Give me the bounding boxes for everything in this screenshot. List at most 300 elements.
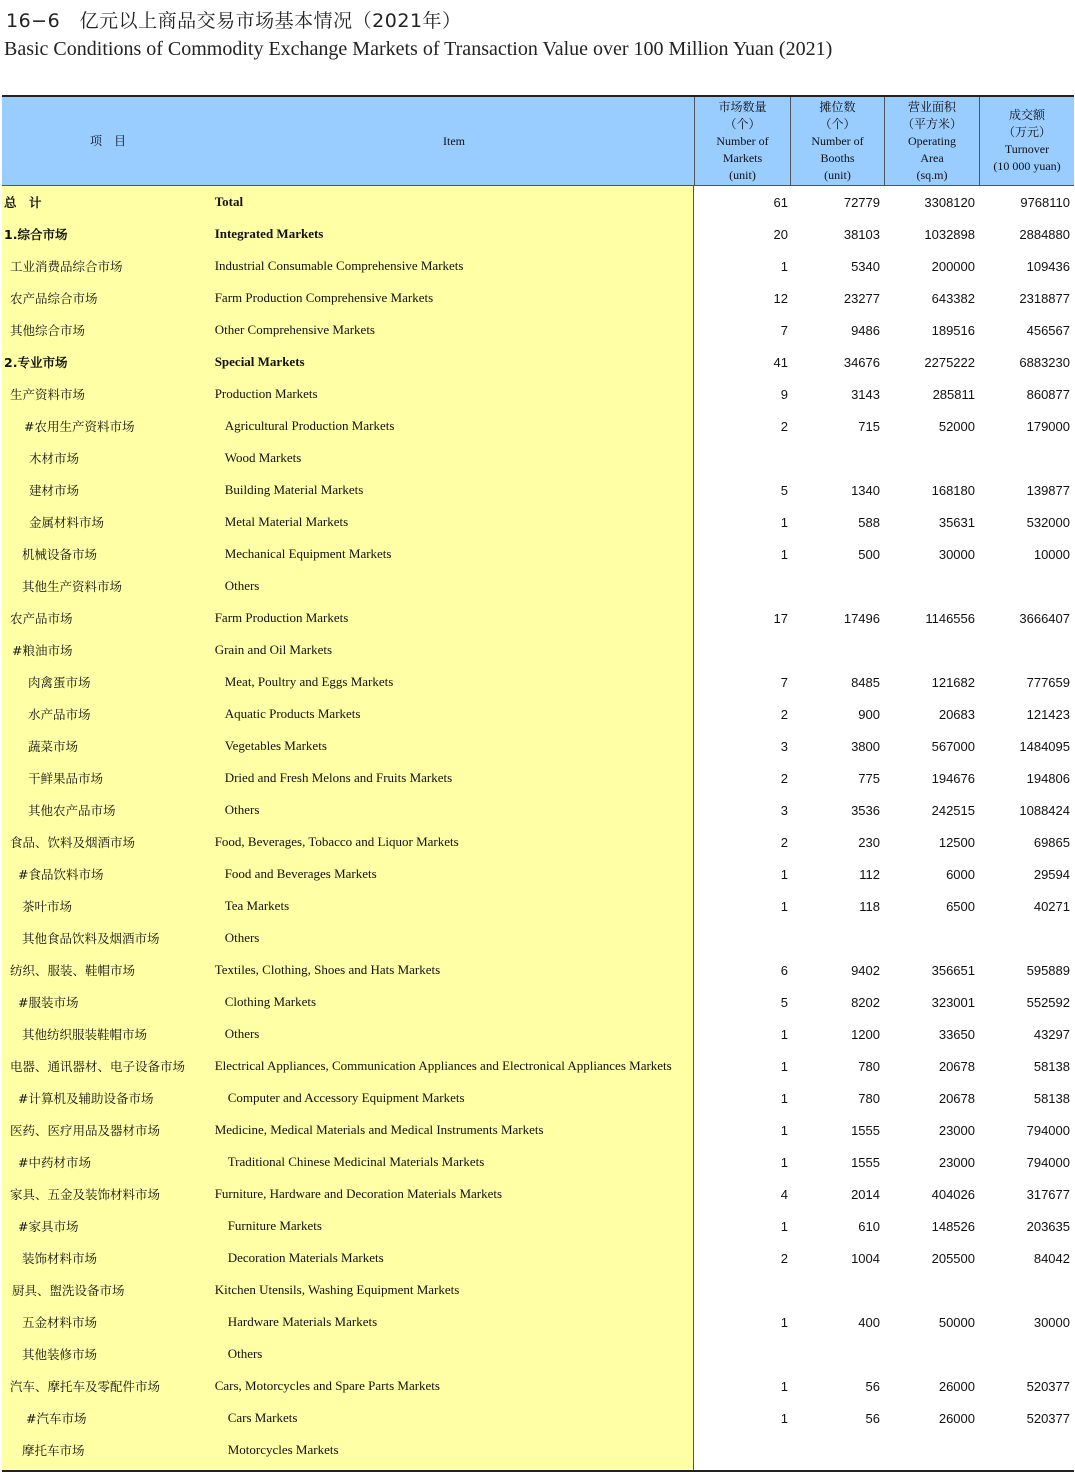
item-name-cn: 金属材料市场 [29,515,105,530]
area-cell: 6500 [946,898,975,914]
item-name-en: Mechanical Equipment Markets [224,546,392,561]
table-row-label [2,762,693,794]
item-name-cn: 摩托车市场 [22,1443,85,1458]
item-name-en: Agricultural Production Markets [224,418,395,433]
table-row-label [2,1018,693,1050]
markets-cell: 12 [773,290,788,306]
item-name-cn: 1.综合市场 [4,227,68,242]
area-cell: 6000 [946,866,975,882]
table-row-label [2,186,693,218]
item-name-en: Industrial Consumable Comprehensive Markets [214,258,464,273]
markets-cell: 1 [780,866,788,882]
markets-cell: 1 [780,1122,788,1138]
turnover-cell: 456567 [1026,322,1070,338]
markets-cell: 1 [780,514,788,530]
markets-cell: 1 [780,1410,788,1426]
table-row-values [694,186,1074,218]
item-name-en: Furniture Markets [227,1218,322,1233]
table-row-values [694,538,1074,570]
item-name-cn: 蔬菜市场 [28,739,79,754]
item-name-cn: 其他纺织服装鞋帽市场 [22,1027,148,1042]
item-name-en: Decoration Materials Markets [227,1250,384,1265]
header-line: (unit) [729,167,756,182]
markets-cell: 1 [780,1058,788,1074]
area-cell: 285811 [932,386,975,402]
table-row-values [694,922,1074,954]
table-row-label [2,826,693,858]
table-row-label [2,218,693,250]
table-row-label [2,794,693,826]
booths-cell: 1004 [851,1250,880,1266]
table-row-values [694,890,1074,922]
table-row-values [694,1050,1074,1082]
booths-cell: 780 [858,1090,880,1106]
markets-cell: 2 [780,834,788,850]
item-name-en: Others [224,930,260,945]
header-line: (10 000 yuan) [993,159,1061,173]
turnover-cell: 2884880 [1019,226,1070,242]
item-name-en: Kitchen Utensils, Washing Equipment Markets [214,1282,460,1297]
turnover-cell: 2318877 [1019,290,1070,306]
turnover-cell: 595889 [1026,962,1070,978]
table-row-label [2,442,693,474]
table-row-label [2,1178,693,1210]
booths-cell: 1555 [851,1122,880,1138]
item-name-cn: 机械设备市场 [22,547,98,562]
table-row-label [2,346,693,378]
booths-cell: 230 [858,834,880,850]
item-name-en: Clothing Markets [224,994,317,1009]
table-row-label [2,1082,693,1114]
table-row-values [694,602,1074,634]
item-name-cn: 木材市场 [29,451,80,466]
area-cell: 242515 [931,802,975,818]
turnover-cell: 84042 [1033,1250,1070,1266]
table-row-values [694,1018,1074,1050]
header-line: (unit) [824,167,851,182]
header-line: 成交额 [1008,108,1045,122]
table-row-values [694,1114,1074,1146]
booths-cell: 23277 [843,290,880,306]
header-line: (sq.m) [916,167,948,182]
table-row-label [2,986,693,1018]
item-name-cn: 肉禽蛋市场 [28,675,91,690]
booths-cell: 715 [858,418,880,434]
item-name-en: Traditional Chinese Medicinal Materials Markets [227,1154,485,1169]
area-cell: 33650 [938,1026,975,1042]
table-row-label [2,954,693,986]
area-cell: 148526 [931,1218,975,1234]
item-name-cn: #计算机及辅助设备市场 [18,1091,154,1106]
header-item-cn: 项 目 [89,133,126,148]
item-name-cn: 农产品市场 [10,611,73,626]
area-cell: 1032898 [924,226,975,242]
markets-cell: 2 [780,418,788,434]
item-name-cn: #粮油市场 [12,643,73,658]
table-row-label [2,474,693,506]
item-name-cn: 汽车、摩托车及零配件市场 [10,1379,161,1394]
table-row-values [694,826,1074,858]
turnover-cell: 794000 [1026,1122,1070,1138]
item-name-en: Cars Markets [227,1410,298,1425]
turnover-cell: 194806 [1026,770,1070,786]
markets-cell: 20 [773,226,788,242]
booths-cell: 900 [858,706,880,722]
item-name-cn: 农产品综合市场 [10,291,98,306]
table-row-label [2,1274,693,1306]
header-line: Turnover [1004,142,1050,156]
turnover-cell: 69865 [1033,834,1070,850]
markets-cell: 1 [780,1314,788,1330]
table-header [2,97,1074,186]
item-name-cn: 其他装修市场 [22,1347,98,1362]
header-line: Area [920,150,944,165]
markets-cell: 1 [780,898,788,914]
booths-cell: 3536 [851,802,880,818]
area-cell: 23000 [938,1154,975,1170]
booths-cell: 5340 [851,258,880,274]
booths-cell: 56 [865,1410,880,1426]
booths-cell: 2014 [851,1186,880,1202]
turnover-cell: 58138 [1033,1058,1070,1074]
item-name-cn: 工业消费品综合市场 [10,259,123,274]
header-turnover [979,97,1074,185]
booths-cell: 1200 [851,1026,880,1042]
booths-cell: 56 [865,1378,880,1394]
item-name-en: Meat, Poultry and Eggs Markets [224,674,394,689]
header-line: Markets [722,150,763,165]
markets-cell: 6 [780,962,788,978]
item-name-en: Others [224,1026,260,1041]
table-row-label [2,1434,693,1466]
markets-cell: 1 [780,1026,788,1042]
markets-cell: 1 [780,1090,788,1106]
item-name-en: Textiles, Clothing, Shoes and Hats Markets [214,962,441,977]
table-row-values [694,1274,1074,1306]
markets-cell: 1 [780,258,788,274]
booths-cell: 72779 [843,194,880,210]
markets-cell: 3 [780,738,788,754]
item-name-cn: 其他食品饮料及烟酒市场 [22,931,160,946]
table-row-values [694,1338,1074,1370]
item-name-en: Electrical Appliances, Communication Appliances and Electronical Appliances Markets [214,1058,672,1073]
item-name-en: Production Markets [214,386,318,401]
table-row-values [694,1146,1074,1178]
values-column [694,186,1074,1470]
booths-cell: 8202 [851,994,880,1010]
turnover-cell: 6883230 [1019,354,1070,370]
table-row-label [2,1050,693,1082]
table-row-values [694,1370,1074,1402]
table-row-label [2,250,693,282]
header-line: Number of [716,133,769,148]
data-table [2,95,1074,1472]
table-row-values [694,442,1074,474]
item-name-en: Other Comprehensive Markets [214,322,375,337]
item-name-en: Farm Production Comprehensive Markets [214,290,434,305]
item-name-en: Medicine, Medical Materials and Medical Instruments Markets [214,1122,544,1137]
booths-cell: 34676 [843,354,880,370]
table-row-values [694,1210,1074,1242]
item-name-cn: 其他综合市场 [10,323,86,338]
booths-cell: 1555 [851,1154,880,1170]
item-name-en: Food and Beverages Markets [224,866,377,881]
table-row-label [2,698,693,730]
table-row-label [2,858,693,890]
booths-cell: 9486 [851,322,880,338]
table-row-values [694,314,1074,346]
table-row-label [2,666,693,698]
area-cell: 30000 [938,546,975,562]
table-row-label [2,890,693,922]
table-row-values [694,1178,1074,1210]
booths-cell: 9402 [851,962,880,978]
turnover-cell: 43297 [1033,1026,1070,1042]
turnover-cell: 139877 [1026,482,1070,498]
markets-cell: 1 [780,1154,788,1170]
markets-cell: 61 [773,194,788,210]
booths-cell: 1340 [851,482,880,498]
item-name-cn: 厨具、盥洗设备市场 [12,1283,125,1298]
item-name-cn: #服装市场 [18,995,79,1010]
area-cell: 12500 [938,834,975,850]
header-line: （个） [819,116,856,131]
markets-cell: 41 [773,354,788,370]
item-name-cn: 茶叶市场 [22,899,73,914]
table-row-label [2,570,693,602]
area-cell: 323001 [931,994,975,1010]
header-line: Number of [811,133,864,148]
booths-cell: 400 [858,1314,880,1330]
table-row-values [694,250,1074,282]
item-name-en: Total [214,194,244,209]
item-name-cn: 建材市场 [29,483,80,498]
area-cell: 643382 [931,290,975,306]
table-row-label [2,602,693,634]
turnover-cell: 30000 [1033,1314,1070,1330]
turnover-cell: 3666407 [1019,610,1070,626]
table-row-values [694,794,1074,826]
table-row-label [2,1242,693,1274]
booths-cell: 780 [858,1058,880,1074]
table-title-chinese: 16−6 亿元以上商品交易市场基本情况（2021年） [6,10,462,32]
turnover-cell: 179000 [1026,418,1070,434]
header-operating-area [884,97,979,185]
booths-cell: 8485 [851,674,880,690]
item-name-cn: #汽车市场 [26,1411,87,1426]
header-number-of-booths [790,97,884,185]
item-name-en: Others [224,802,260,817]
turnover-cell: 860877 [1026,386,1070,402]
item-name-cn: 生产资料市场 [10,387,86,402]
header-line: （平方米） [901,116,962,131]
booths-cell: 17496 [843,610,880,626]
turnover-cell: 121423 [1026,706,1070,722]
table-row-label [2,1210,693,1242]
item-name-en: Aquatic Products Markets [224,706,361,721]
markets-cell: 5 [780,994,788,1010]
table-row-label [2,1338,693,1370]
table-title-english: Basic Conditions of Commodity Exchange Markets of Transaction Value over 100 Million Yuan (2021) [4,38,833,60]
booths-cell: 38103 [843,226,880,242]
item-name-en: Furniture, Hardware and Decoration Materials Markets [214,1186,503,1201]
booths-cell: 3800 [851,738,880,754]
turnover-cell: 532000 [1026,514,1070,530]
table-row-values [694,762,1074,794]
turnover-cell: 794000 [1026,1154,1070,1170]
item-name-en: Special Markets [214,354,305,369]
booths-cell: 118 [859,898,880,914]
table-row-values [694,986,1074,1018]
area-cell: 194676 [931,770,975,786]
table-row-values [694,474,1074,506]
table-row-values [694,954,1074,986]
area-cell: 3308120 [924,194,975,210]
booths-cell: 3143 [851,386,880,402]
item-name-en: Food, Beverages, Tobacco and Liquor Markets [214,834,459,849]
area-cell: 168180 [931,482,975,498]
table-row-values [694,858,1074,890]
item-name-en: Metal Material Markets [224,514,349,529]
area-cell: 205500 [931,1250,975,1266]
item-name-cn: 装饰材料市场 [22,1251,98,1266]
item-name-cn: 2.专业市场 [4,355,68,370]
table-row-label [2,282,693,314]
area-cell: 1146556 [925,610,975,626]
header-line: Booths [820,150,855,165]
item-name-en: Motorcycles Markets [227,1442,339,1457]
table-row-label [2,730,693,762]
item-name-cn: #食品饮料市场 [18,867,104,882]
table-row-label [2,1370,693,1402]
turnover-cell: 10000 [1033,546,1070,562]
table-row-values [694,698,1074,730]
area-cell: 121682 [931,674,975,690]
table-row-values [694,634,1074,666]
turnover-cell: 552592 [1026,994,1070,1010]
header-line: Operating [908,133,956,148]
area-cell: 20683 [938,706,975,722]
area-cell: 404026 [931,1186,975,1202]
turnover-cell: 520377 [1026,1378,1070,1394]
table-row-label [2,506,693,538]
turnover-cell: 1484095 [1019,738,1070,754]
area-cell: 52000 [938,418,975,434]
item-name-en: Wood Markets [224,450,302,465]
item-name-cn: 水产品市场 [28,707,91,722]
booths-cell: 610 [858,1218,880,1234]
area-cell: 35631 [938,514,975,530]
header-line: 市场数量 [718,99,767,114]
turnover-cell: 520377 [1026,1410,1070,1426]
table-row-label [2,922,693,954]
area-cell: 189516 [931,322,975,338]
table-row-values [694,730,1074,762]
table-row-values [694,346,1074,378]
header-line: （个） [724,116,761,131]
table-row-label [2,378,693,410]
item-name-en: Integrated Markets [214,226,324,241]
area-cell: 23000 [938,1122,975,1138]
item-labels-column [2,186,694,1470]
table-row-values [694,1402,1074,1434]
area-cell: 20678 [938,1090,975,1106]
table-row-values [694,410,1074,442]
booths-cell: 500 [858,546,880,562]
turnover-cell: 203635 [1026,1218,1070,1234]
markets-cell: 9 [780,386,788,402]
booths-cell: 775 [858,770,880,786]
item-name-en: Building Material Markets [224,482,364,497]
item-name-en: Others [227,1346,263,1361]
header-line: 营业面积 [907,99,956,114]
booths-cell: 588 [858,514,880,530]
turnover-cell: 777659 [1026,674,1070,690]
markets-cell: 5 [780,482,788,498]
area-cell: 50000 [938,1314,975,1330]
table-row-values [694,218,1074,250]
item-name-cn: #中药材市场 [18,1155,91,1170]
table-row-label [2,1306,693,1338]
markets-cell: 7 [780,322,788,338]
item-name-cn: 干鲜果品市场 [28,771,104,786]
turnover-cell: 1088424 [1019,802,1070,818]
item-name-cn: 总 计 [4,195,42,210]
turnover-cell: 317677 [1026,1186,1070,1202]
markets-cell: 1 [780,1378,788,1394]
item-name-en: Grain and Oil Markets [214,642,333,657]
item-name-cn: 其他生产资料市场 [22,579,123,594]
area-cell: 356651 [931,962,975,978]
turnover-cell: 109436 [1026,258,1070,274]
header-line: 摊位数 [819,99,856,114]
area-cell: 2275222 [924,354,975,370]
item-name-cn: 家具、五金及装饰材料市场 [10,1187,161,1202]
markets-cell: 3 [780,802,788,818]
markets-cell: 2 [780,770,788,786]
table-row-values [694,1242,1074,1274]
item-name-en: Cars, Motorcycles and Spare Parts Markets [214,1378,440,1393]
table-row-values [694,506,1074,538]
table-row-values [694,1082,1074,1114]
table-body [2,186,1074,1470]
table-row-label [2,538,693,570]
markets-cell: 2 [780,1250,788,1266]
markets-cell: 1 [780,1218,788,1234]
turnover-cell: 58138 [1033,1090,1070,1106]
markets-cell: 1 [780,546,788,562]
table-row-values [694,378,1074,410]
table-row-label [2,314,693,346]
area-cell: 26000 [938,1410,975,1426]
markets-cell: 7 [780,674,788,690]
item-name-cn: #家具市场 [18,1219,79,1234]
header-item-en: Item [443,133,465,148]
item-name-cn: #农用生产资料市场 [24,419,135,434]
table-row-values [694,282,1074,314]
area-cell: 26000 [938,1378,975,1394]
markets-cell: 2 [780,706,788,722]
item-name-en: Tea Markets [224,898,290,913]
item-name-cn: 电器、通讯器材、电子设备市场 [10,1059,186,1074]
area-cell: 20678 [938,1058,975,1074]
header-number-of-markets [694,97,790,185]
item-name-cn: 五金材料市场 [22,1315,98,1330]
item-name-cn: 其他农产品市场 [28,803,116,818]
item-name-en: Hardware Materials Markets [227,1314,378,1329]
table-row-values [694,1434,1074,1466]
area-cell: 200000 [931,258,975,274]
